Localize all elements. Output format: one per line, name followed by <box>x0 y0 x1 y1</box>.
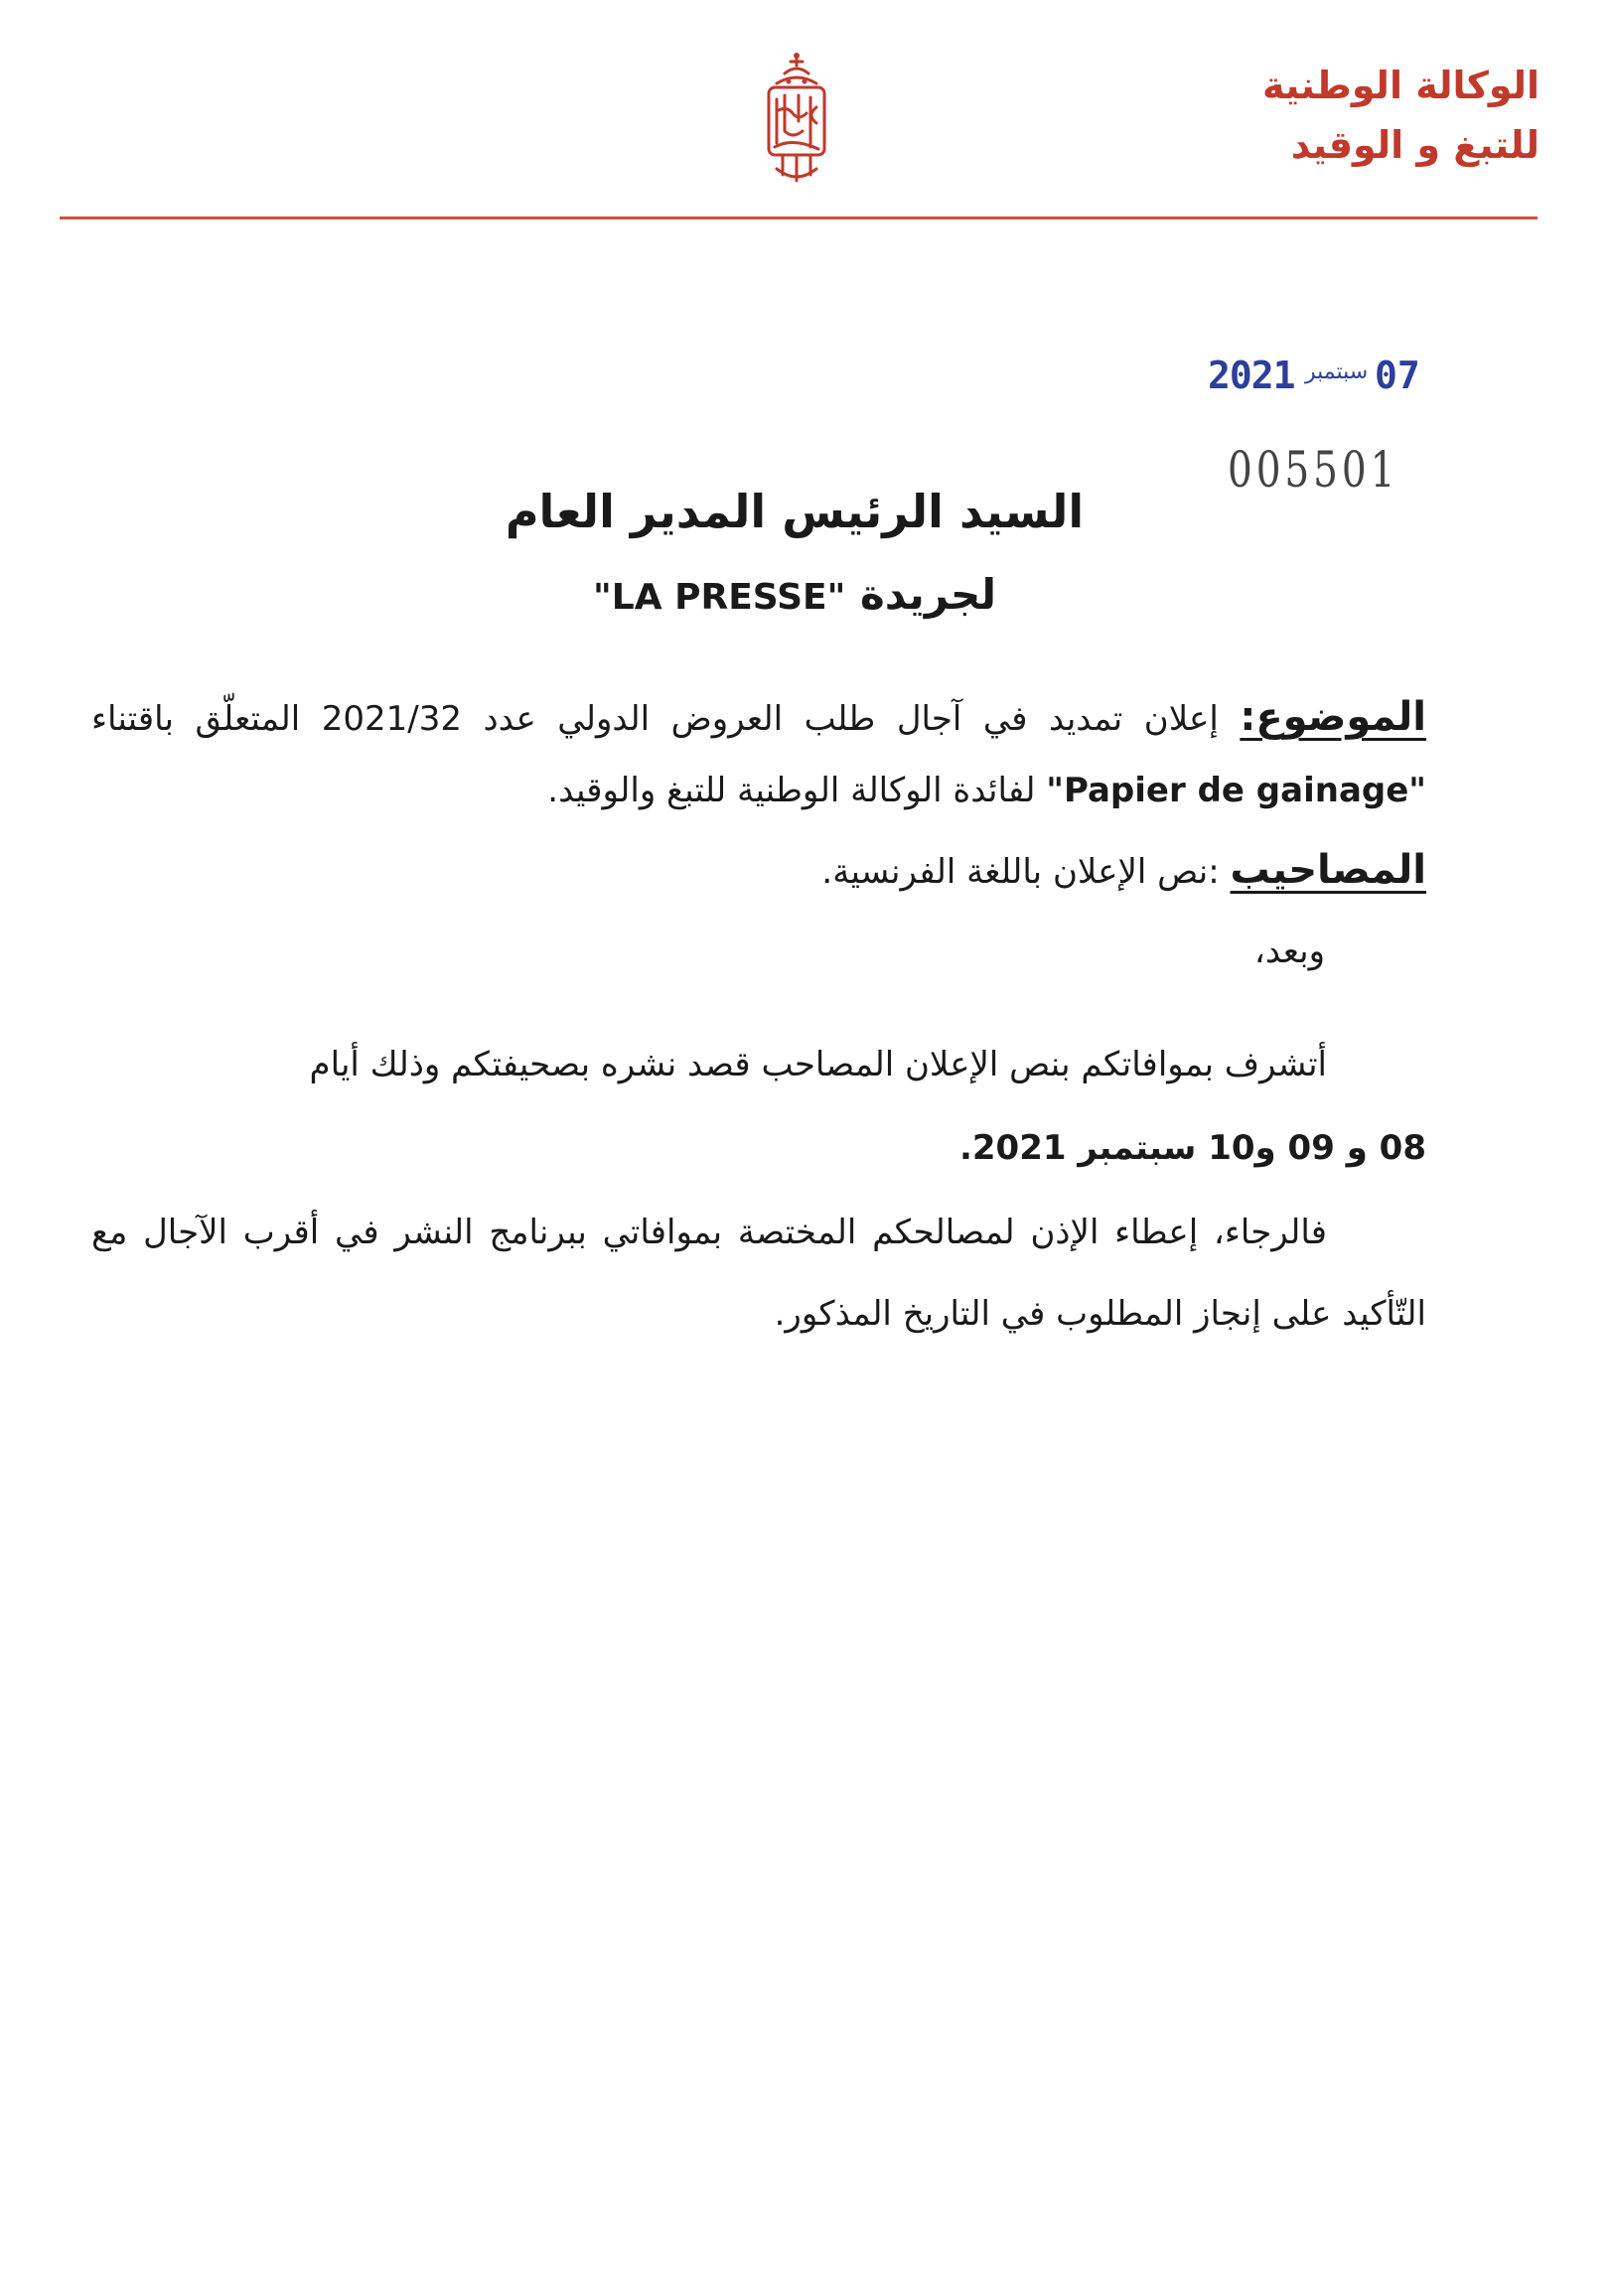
newspaper-name: "LA PRESSE" <box>593 577 846 618</box>
date-day: 07 <box>1375 354 1420 397</box>
body-paragraph-1 <box>91 1023 1426 1190</box>
reference-number: 005501 <box>1228 441 1399 499</box>
subject-text-after: لفائدة الوكالة الوطنية للتبغ والوقيد. <box>547 771 1036 810</box>
attachments-label: المصاحيب <box>1230 847 1426 893</box>
calligraphic-emblem-icon <box>747 52 846 191</box>
salutation: وبعد، <box>1253 932 1325 971</box>
addressee-prefix: لجريدة <box>860 570 996 619</box>
body-paragraph-2: فالرجاء، إعطاء الإذن لمصالحكم المختصة بموافاتي ببرنامج النشر في أقرب الآجال مع التّأكيد على إنجاز المطلوب في التاريخ المذكور. <box>91 1213 1426 1334</box>
attachments-block <box>91 834 1426 908</box>
date-year: 2021 <box>1208 354 1295 397</box>
organization-name-line2: للتبغ و الوقيد <box>1290 123 1540 167</box>
addressee-title: السيد الرئيس المدير العام <box>505 485 1085 538</box>
date-month: سبتمبر <box>1305 359 1369 384</box>
paragraph1-text: أتشرف بموافاتكم بنص الإعلان المصاحب قصد نشره بصحيفتكم وذلك أيام <box>309 1045 1327 1084</box>
subject-product: "Papier de gainage" <box>1046 771 1426 810</box>
organization-name <box>1122 56 1540 175</box>
publication-dates: 08 و 09 و10 سبتمبر 2021. <box>958 1128 1426 1168</box>
subject-block <box>91 681 1426 826</box>
header-divider <box>60 216 1538 219</box>
addressee-newspaper <box>298 570 1291 619</box>
attachments-text: :نص الإعلان باللغة الفرنسية. <box>821 852 1220 892</box>
subject-label: الموضوع: <box>1240 694 1427 740</box>
organization-name-line1: الوكالة الوطنية <box>1261 64 1540 107</box>
date-stamp <box>1208 354 1436 403</box>
subject-text-before: إعلان تمديد في آجال طلب العروض الدولي عدد 2021/32 المتعلّق باقتناء <box>91 699 1219 739</box>
